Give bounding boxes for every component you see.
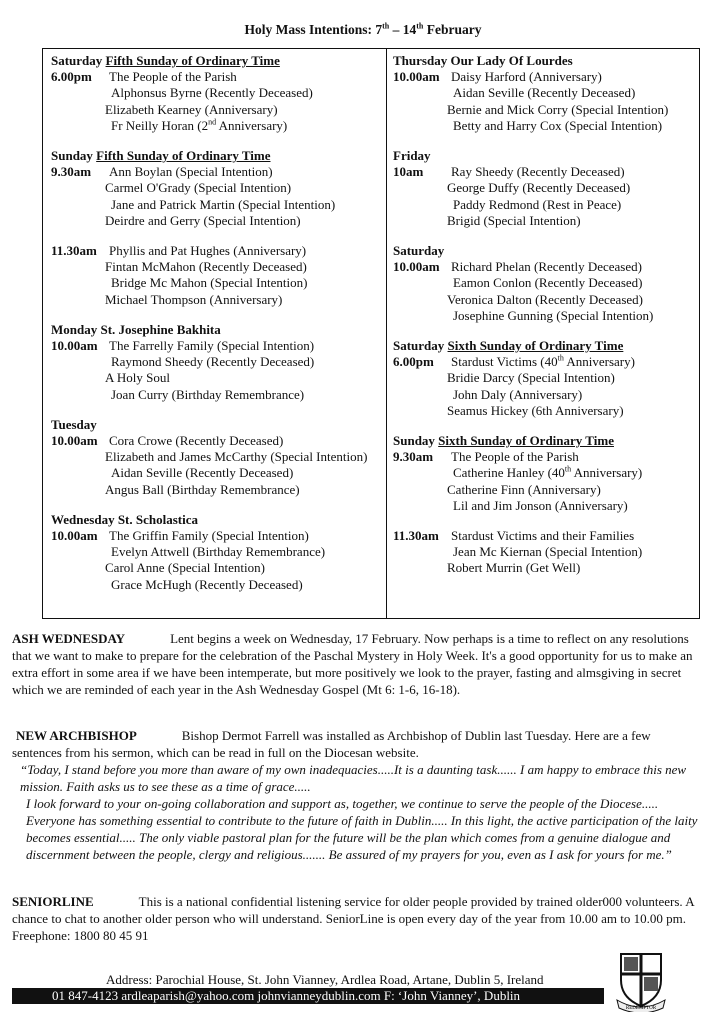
day-block <box>51 417 381 498</box>
intention-row <box>393 118 698 134</box>
intention-row <box>51 102 381 118</box>
intention-text: The Farrelly Family (Special Intention) <box>109 338 315 354</box>
intention-row <box>51 528 381 544</box>
mass-time-group <box>51 433 381 498</box>
intention-text: Stardust Victims (40th Anniversary) <box>451 353 635 370</box>
intention-text: Catherine Hanley (40th Anniversary) <box>453 465 643 481</box>
intention-row <box>51 275 381 291</box>
intention-text: Phyllis and Pat Hughes (Anniversary) <box>109 243 307 259</box>
seniorline-heading: SENIORLINE <box>12 894 94 909</box>
day-name: Saturday <box>51 53 103 68</box>
mass-time: 9.30am <box>393 449 434 465</box>
intention-row <box>393 259 698 275</box>
mass-time-group <box>393 259 698 324</box>
intention-row <box>393 69 698 85</box>
intention-row <box>393 213 698 229</box>
mass-time: 10.00am <box>51 528 98 544</box>
intention-row <box>51 259 381 275</box>
intention-row <box>51 482 381 498</box>
feast-name: St. Scholastica <box>117 511 198 527</box>
mass-time-group <box>393 164 698 229</box>
intention-row <box>393 180 698 196</box>
mass-time-group <box>51 528 381 593</box>
title-text: Holy Mass Intentions: 7 <box>244 22 383 37</box>
intention-row <box>51 560 381 576</box>
intention-text: Angus Ball (Birthday Remembrance) <box>105 481 300 497</box>
intention-row <box>393 544 698 560</box>
intention-row <box>51 544 381 560</box>
intention-row <box>51 577 381 593</box>
intention-text: Veronica Dalton (Recently Deceased) <box>447 291 643 307</box>
day-name: Saturday <box>393 338 445 354</box>
title-text: – 14 <box>389 22 417 37</box>
new-archbishop-section <box>12 727 702 863</box>
day-block <box>51 53 381 134</box>
intention-row <box>393 528 698 544</box>
intention-text: Deirdre and Gerry (Special Intention) <box>105 212 301 228</box>
intention-text: Daisy Harford (Anniversary) <box>451 69 602 85</box>
mass-time-group <box>51 164 381 229</box>
intention-row <box>393 308 698 324</box>
intention-text: Michael Thompson (Anniversary) <box>105 291 283 307</box>
day-heading <box>393 53 698 69</box>
column-divider <box>386 49 387 618</box>
intention-text: Brigid (Special Intention) <box>447 212 581 228</box>
crest-text: REDEMPTOR <box>625 1006 657 1011</box>
intention-row <box>393 370 698 386</box>
mass-time: 10am <box>393 164 424 180</box>
intention-text: Bernie and Mick Corry (Special Intention) <box>447 101 669 117</box>
title-sup: th <box>416 21 424 31</box>
intention-row <box>51 213 381 229</box>
intention-text: Robert Murrin (Get Well) <box>447 560 581 576</box>
intention-text: Aidan Seville (Recently Deceased) <box>111 465 294 481</box>
intention-text: John Daly (Anniversary) <box>453 386 583 402</box>
mass-time: 6.00pm <box>51 69 92 85</box>
day-heading <box>51 512 381 528</box>
left-column <box>51 53 381 607</box>
intention-text: George Duffy (Recently Deceased) <box>447 180 631 196</box>
intention-text: Fr Neilly Horan (2nd Anniversary) <box>111 117 288 133</box>
intention-row <box>393 465 698 481</box>
intention-row <box>51 338 381 354</box>
mass-time: 10.00am <box>393 259 440 275</box>
mass-time-group <box>393 528 698 577</box>
seniorline-text: This is a national confidential listening service for older people provided by trained older000 volunteers. A chance to chat to another older person who will understand. SeniorLine is open every day of the year from 10.00 am to 10.00 pm. Freephone: 1800 80 45 91 <box>12 894 694 943</box>
intention-row <box>393 560 698 576</box>
intention-text: Evelyn Attwell (Birthday Remembrance) <box>111 544 326 560</box>
intention-text: Catherine Finn (Anniversary) <box>447 481 601 497</box>
intention-text: Cora Crowe (Recently Deceased) <box>109 433 284 449</box>
day-block <box>393 53 698 134</box>
mass-time-group <box>393 69 698 134</box>
intention-row <box>393 403 698 419</box>
feast-name: Sixth Sunday of Ordinary Time <box>438 433 614 449</box>
intention-row <box>51 387 381 403</box>
intention-text: Lil and Jim Jonson (Anniversary) <box>453 497 628 513</box>
intention-text: The People of the Parish <box>109 69 237 85</box>
intention-row <box>393 498 698 514</box>
intention-text: Betty and Harry Cox (Special Intention) <box>453 117 663 133</box>
day-block <box>393 433 698 577</box>
day-heading <box>51 322 381 338</box>
intention-text: The People of the Parish <box>451 449 579 465</box>
intention-text: Alphonsus Byrne (Recently Deceased) <box>111 85 313 101</box>
intention-row <box>51 370 381 386</box>
intention-text: Joan Curry (Birthday Remembrance) <box>111 386 305 402</box>
mass-time: 11.30am <box>393 528 439 544</box>
seniorline-section <box>12 893 702 944</box>
intention-text: The Griffin Family (Special Intention) <box>109 528 309 544</box>
day-heading <box>51 148 381 164</box>
intention-text: Ray Sheedy (Recently Deceased) <box>451 164 625 180</box>
intention-text: Bridie Darcy (Special Intention) <box>447 370 615 386</box>
right-column <box>393 53 698 591</box>
mass-time: 10.00am <box>393 69 440 85</box>
mass-time: 9.30am <box>51 164 92 180</box>
day-name: Wednesday <box>51 511 115 527</box>
intention-text: Ann Boylan (Special Intention) <box>109 164 273 180</box>
day-name: Thursday <box>393 53 448 68</box>
intention-text: Elizabeth and James McCarthy (Special Intention) <box>105 449 368 465</box>
intention-text: Carmel O'Grady (Special Intention) <box>105 180 292 196</box>
feast-name: Sixth Sunday of Ordinary Time <box>447 338 624 354</box>
day-heading <box>393 243 698 259</box>
intention-text: Grace McHugh (Recently Deceased) <box>111 576 303 592</box>
intention-text: Carol Anne (Special Intention) <box>105 560 265 576</box>
day-block <box>393 243 698 324</box>
mass-time-group <box>51 243 381 308</box>
mass-time: 10.00am <box>51 433 98 449</box>
new-archbishop-heading: NEW ARCHBISHOP <box>16 728 137 743</box>
day-heading <box>393 338 698 354</box>
contact-bar: 01 847-4123 ardleaparish@yahoo.com johnvianneydublin.com F: ‘John Vianney’, Dublin <box>12 988 604 1004</box>
ash-wednesday-heading: ASH WEDNESDAY <box>12 631 126 646</box>
intention-row <box>51 354 381 370</box>
mass-time-group <box>51 69 381 134</box>
intention-text: Jean Mc Kiernan (Special Intention) <box>453 544 643 560</box>
intention-row <box>51 465 381 481</box>
intention-text: A Holy Soul <box>105 370 171 386</box>
intention-row <box>393 292 698 308</box>
mass-time: 11.30am <box>51 243 97 259</box>
mass-time-group <box>393 354 698 419</box>
intention-text: Jane and Patrick Martin (Special Intention) <box>111 196 336 212</box>
intention-text: Aidan Seville (Recently Deceased) <box>453 85 636 101</box>
day-heading <box>51 53 381 69</box>
feast-name: Our Lady Of Lourdes <box>450 53 573 68</box>
feast-name: St. Josephine Bakhita <box>100 321 221 337</box>
mass-time: 6.00pm <box>393 354 434 370</box>
intention-text: Elizabeth Kearney (Anniversary) <box>105 101 278 117</box>
title-text: February <box>423 22 482 37</box>
intention-text: Stardust Victims and their Families <box>451 528 635 544</box>
mass-time-group <box>51 338 381 403</box>
ash-wednesday-text: Lent begins a week on Wednesday, 17 February. Now perhaps is a time to reflect on any resolutions that we want to make to prepare for the celebration of the Paschal Mystery in Holy Week. It's a good opportunity for us to make an extra effort in some area if we have been intemperate, but more positively we look to the prayer, fasting and almsgiving in secret which we are reminded of each year in the Ash Wednesday Gospel (Mt 6: 1-6, 16-18). <box>12 631 693 697</box>
intention-row <box>51 197 381 213</box>
day-block <box>393 148 698 229</box>
title-sup: th <box>382 21 390 31</box>
intention-row <box>51 292 381 308</box>
intention-row <box>393 354 698 370</box>
parish-address: Address: Parochial House, St. John Vianney, Ardlea Road, Artane, Dublin 5, Ireland <box>106 972 544 987</box>
mass-time-group <box>393 449 698 514</box>
intention-text: Bridge Mc Mahon (Special Intention) <box>111 275 308 291</box>
parish-crest-icon <box>615 950 667 1012</box>
intention-row <box>51 449 381 465</box>
day-heading <box>393 433 698 449</box>
day-name: Sunday <box>393 433 435 449</box>
ash-wednesday-section <box>12 630 702 698</box>
day-heading <box>393 148 698 164</box>
intention-row <box>51 118 381 134</box>
day-block <box>51 148 381 308</box>
page-title <box>0 22 726 38</box>
intention-row <box>51 243 381 259</box>
day-block <box>393 338 698 419</box>
intention-row <box>51 164 381 180</box>
feast-name: Fifth Sunday of Ordinary Time <box>96 148 271 164</box>
day-name: Friday <box>393 148 431 164</box>
sermon-quote-1: “Today, I stand before you more than aware of my own inadequacies.....It is a daunting task...... I am happy to embrace this new mission. Faith asks us to see these as a time of grace..... <box>20 762 687 794</box>
intention-row <box>51 85 381 101</box>
day-name: Tuesday <box>51 416 97 432</box>
sermon-quote-2: I look forward to your on-going collaboration and support as, together, we continue to serve the people of the Diocese..... Everyone has something essential to contribute to the future of faith in Dublin..... In this light, the active participation of the laity becomes essential..... The only viable pastoral plan for the future will be the plan which comes from a genuine dialogue and discernment between the people, clergy and religious....... Be assured of my prayers for you, even as I ask for yours for me.” <box>26 796 698 862</box>
intention-text: Josephine Gunning (Special Intention) <box>453 307 654 323</box>
day-name: Sunday <box>51 148 93 164</box>
intention-text: Richard Phelan (Recently Deceased) <box>451 259 642 275</box>
intention-row <box>393 482 698 498</box>
intention-row <box>393 164 698 180</box>
intention-row <box>393 85 698 101</box>
intention-row <box>51 433 381 449</box>
mass-intentions-table <box>42 48 700 619</box>
intention-row <box>393 387 698 403</box>
intention-text: Seamus Hickey (6th Anniversary) <box>447 402 624 418</box>
day-heading <box>51 417 381 433</box>
intention-text: Paddy Redmond (Rest in Peace) <box>453 196 622 212</box>
intention-row <box>393 449 698 465</box>
intention-row <box>393 102 698 118</box>
mass-time: 10.00am <box>51 338 98 354</box>
day-name: Saturday <box>393 243 445 259</box>
day-name: Monday <box>51 321 98 337</box>
feast-name: Fifth Sunday of Ordinary Time <box>105 53 280 68</box>
intention-text: Raymond Sheedy (Recently Deceased) <box>111 354 315 370</box>
intention-text: Eamon Conlon (Recently Deceased) <box>453 275 643 291</box>
new-archbishop-text: Bishop Dermot Farrell was installed as Archbishop of Dublin last Tuesday. Here are a few sentences from his sermon, which can be read in full on the Diocesan website. <box>12 728 651 760</box>
intention-text: Fintan McMahon (Recently Deceased) <box>105 259 307 275</box>
day-block <box>51 322 381 403</box>
intention-row <box>393 275 698 291</box>
day-block <box>51 512 381 593</box>
intention-row <box>51 180 381 196</box>
intention-row <box>393 197 698 213</box>
intention-row <box>51 69 381 85</box>
